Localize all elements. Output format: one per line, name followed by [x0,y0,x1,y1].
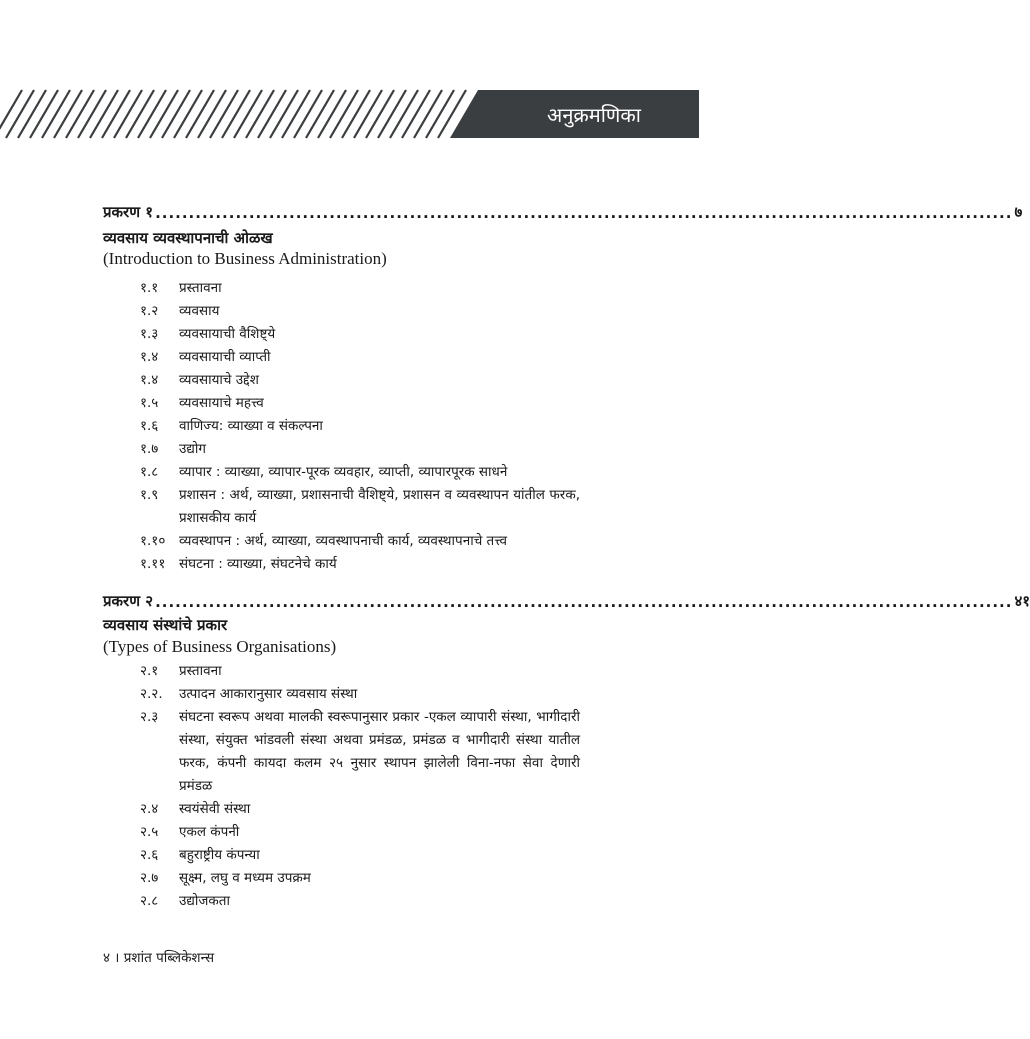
toc-item [140,530,580,553]
toc-item [140,484,580,530]
item-number: २.२. [140,686,163,702]
toc-item [140,821,580,844]
item-number: १.८ [140,464,159,480]
item-text: प्रस्तावना [179,280,222,296]
toc-item [140,323,580,346]
chapter-2-heading [103,589,1030,611]
item-number: १.३ [140,326,159,342]
item-number: २.५ [140,824,159,840]
toc-item [140,890,580,913]
item-number: १.४ [140,372,159,388]
item-number: १.५ [140,395,159,411]
item-text: वाणिज्य: व्याख्या व संकल्पना [179,418,323,434]
leader-dots: ................................................................................................................................ [155,593,1013,611]
item-number: २.१ [140,663,159,679]
item-text: बहुराष्ट्रीय कंपन्या [179,847,260,863]
chapter-2-title: व्यवसाय संस्थांचे प्रकार [103,616,228,634]
item-number: २.३ [140,709,159,725]
item-text: व्यवसाय [179,303,220,319]
chapter-2-page: ४१ [1014,592,1030,610]
item-number: २.४ [140,801,159,817]
item-text: संघटना : व्याख्या, संघटनेचे कार्य [179,556,337,572]
item-text: एकल कंपनी [179,824,240,840]
item-number: २.८ [140,893,159,909]
item-text: व्यवसायाची व्याप्ती [179,349,271,365]
toc-item [140,683,580,706]
item-text: व्यवस्थापन : अर्थ, व्याख्या, व्यवस्थापनाची कार्य, व्यवस्थापनाचे तत्त्व [179,533,507,549]
item-number: १.२ [140,303,159,319]
item-number: १.४ [140,349,159,365]
toc-item [140,369,580,392]
item-text: व्यवसायाचे उद्देश [179,372,259,388]
toc-item [140,346,580,369]
chapter-1-subtitle: (Introduction to Business Administration) [103,249,387,268]
toc-item [140,438,580,461]
item-text: प्रस्तावना [179,663,222,679]
item-number: २.७ [140,870,159,886]
item-text: उद्योग [179,441,206,457]
item-number: १.६ [140,418,159,434]
page-footer: ४ । प्रशांत पब्लिकेशन्स [103,950,215,966]
item-text: उत्पादन आकारानुसार व्यवसाय संस्था [179,686,358,702]
chapter-1-label: प्रकरण १ [103,203,154,221]
item-text: संघटना स्वरूप अथवा मालकी स्वरूपानुसार प्रकार -एकल व्यापारी संस्था, भागीदारी संस्था, संयुक्त भांडवली संस्था अथवा प्रमंडळ, प्रमंडळ व भागीदारी संस्था यातील फरक, कंपनी कायदा कलम २५ नुसार स्थापन झालेली विना-नफा सेवा देणारी प्रमंडळ [179,709,580,794]
item-number: १.१ [140,280,159,296]
toc-item [140,461,580,484]
toc-item [140,392,580,415]
chapter-1-title: व्यवसाय व्यवस्थापनाची ओळख [103,229,273,247]
item-number: १.१० [140,533,166,549]
item-number: १.७ [140,441,159,457]
item-number: १.११ [140,556,166,572]
leader-dots: ................................................................................................................................ [155,204,1013,222]
page-title: अनुक्रमणिका [547,102,641,127]
chapter-1-page: ७ [1014,203,1023,221]
toc-item [140,415,580,438]
item-text: व्यवसायाचे महत्त्व [179,395,264,411]
toc-item [140,867,580,890]
toc-item [140,660,580,683]
item-text: प्रशासन : अर्थ, व्याख्या, प्रशासनाची वैशिष्ट्ये, प्रशासन व व्यवस्थापन यांतील फरक, प्रशासकीय कार्य [179,487,580,526]
chapter-2-label: प्रकरण २ [103,592,154,610]
toc-item [140,553,580,576]
item-number: १.९ [140,487,159,503]
item-text: सूक्ष्म, लघु व मध्यम उपक्रम [179,870,311,886]
header-banner [0,90,699,138]
item-text: स्वयंसेवी संस्था [179,801,251,817]
toc-item [140,798,580,821]
item-text: व्यवसायाची वैशिष्ट्ये [179,326,276,342]
item-number: २.६ [140,847,159,863]
item-text: व्यापार : व्याख्या, व्यापार-पूरक व्यवहार, व्याप्ती, व्यापारपूरक साधने [179,464,508,480]
chapter-1-heading [103,200,1023,222]
toc-item [140,844,580,867]
item-text: उद्योजकता [179,893,230,909]
toc-item [140,706,580,798]
chapter-2-subtitle: (Types of Business Organisations) [103,637,337,656]
toc-item [140,300,580,323]
toc-item [140,277,580,300]
